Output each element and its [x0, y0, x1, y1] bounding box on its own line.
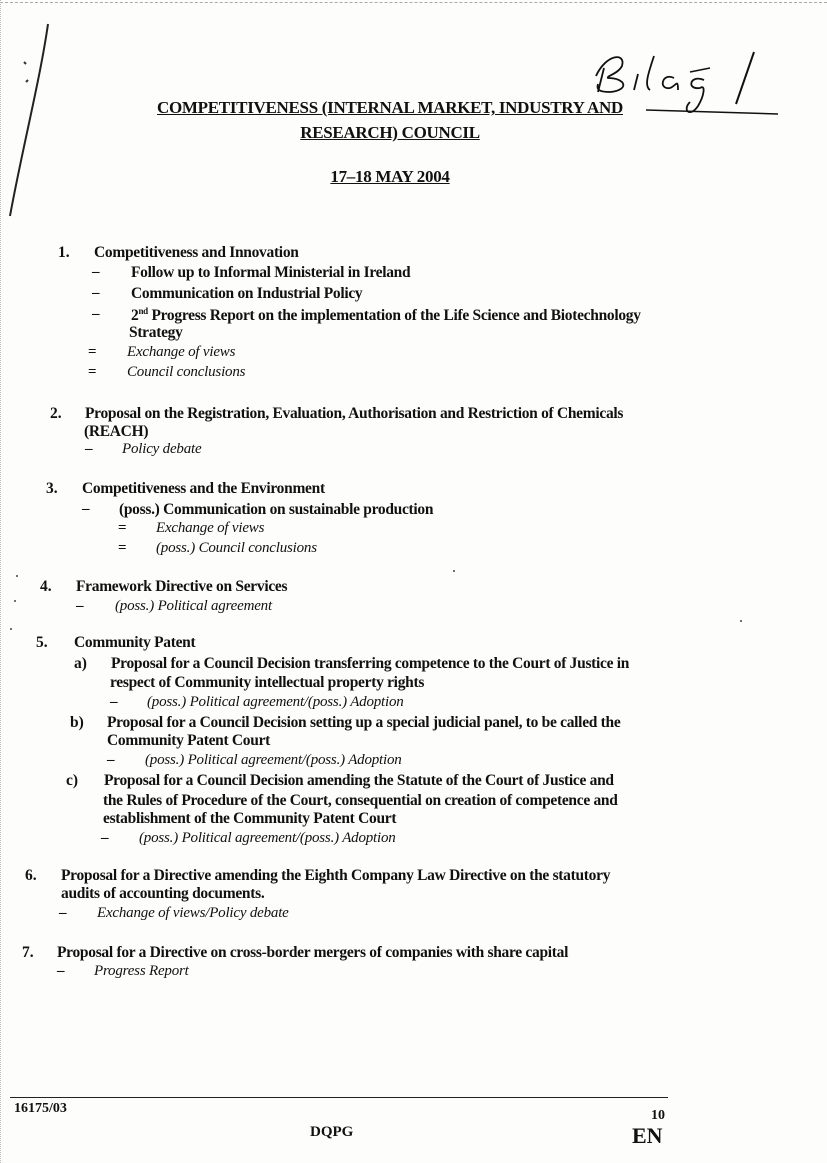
- title-line-2: RESEARCH) COUNCIL: [300, 123, 480, 142]
- equals-mark: =: [88, 364, 97, 380]
- dash-mark: –: [107, 752, 115, 768]
- item-5b-action: (poss.) Political agreement/(poss.) Adoption: [145, 752, 402, 768]
- item-5a-line-2: respect of Community intellectual property rights: [110, 674, 425, 691]
- meeting-date: 17–18 MAY 2004: [330, 167, 450, 186]
- item-7-action-1: Progress Report: [94, 963, 189, 979]
- item-3-sub-1: (poss.) Communication on sustainable production: [119, 501, 434, 518]
- item-5-number: 5.: [36, 634, 48, 651]
- scan-speck: [10, 628, 12, 630]
- item-5c-line-1: Proposal for a Council Decision amending the Statute of the Court of Justice and: [104, 772, 614, 789]
- dash-mark: –: [92, 285, 100, 301]
- item-1-title: Competitiveness and Innovation: [94, 244, 299, 261]
- item-7-title: Proposal for a Directive on cross-border mergers of companies with share capital: [57, 944, 569, 961]
- item-6-action-1: Exchange of views/Policy debate: [97, 905, 289, 921]
- item-2-title-line-1: Proposal on the Registration, Evaluation, Authorisation and Restriction of Chemicals: [85, 405, 624, 422]
- item-5-title: Community Patent: [74, 634, 196, 651]
- language-code: EN: [632, 1123, 663, 1148]
- equals-mark: =: [118, 520, 127, 536]
- margin-pen-stroke: [0, 20, 60, 220]
- item-1-action-1: Exchange of views: [127, 344, 236, 360]
- item-4-number: 4.: [40, 578, 52, 595]
- scan-speck: [453, 570, 455, 572]
- item-5a-label: a): [74, 655, 87, 672]
- item-1-sub-2: Communication on Industrial Policy: [131, 285, 363, 302]
- dash-mark: –: [59, 905, 67, 921]
- item-6-title-line-1: Proposal for a Directive amending the Eighth Company Law Directive on the statutory: [61, 867, 611, 884]
- item-1-sub-1: Follow up to Informal Ministerial in Ireland: [131, 264, 411, 281]
- dash-mark: –: [92, 264, 100, 280]
- item-5b-line-2: Community Patent Court: [107, 732, 271, 749]
- item-1-sub-3-line-2: Strategy: [129, 324, 183, 341]
- item-3-number: 3.: [46, 480, 58, 497]
- scan-speck: [16, 575, 18, 577]
- dash-mark: –: [82, 501, 90, 517]
- item-2-title-line-2: (REACH): [84, 423, 149, 440]
- footer-rule: [10, 1097, 668, 1098]
- dash-mark: –: [85, 441, 93, 457]
- item-3-title: Competitiveness and the Environment: [82, 480, 325, 497]
- item-3-action-1: Exchange of views: [156, 520, 265, 536]
- item-6-title-line-2: audits of accounting documents.: [61, 885, 265, 902]
- item-1-number: 1.: [58, 244, 70, 261]
- ordinal-suffix: nd: [138, 306, 148, 316]
- scan-speck: [740, 620, 742, 622]
- item-5b-label: b): [70, 714, 84, 731]
- item-2-number: 2.: [50, 405, 62, 422]
- department-code: DQPG: [310, 1124, 354, 1140]
- item-5a-line-1: Proposal for a Council Decision transferring competence to the Court of Justice in: [111, 655, 630, 672]
- item-5c-line-2: the Rules of Procedure of the Court, consequential on creation of competence and: [103, 792, 618, 809]
- dash-mark: –: [76, 598, 84, 614]
- dash-mark: –: [92, 306, 100, 322]
- item-2-action-1: Policy debate: [122, 441, 202, 457]
- item-1-sub-3-text: Progress Report on the implementation of the Life Science and Biotechnology: [147, 307, 641, 325]
- item-5b-line-1: Proposal for a Council Decision setting up a special judicial panel, to be called the: [107, 714, 621, 731]
- title-line-1: COMPETITIVENESS (INTERNAL MARKET, INDUSTRY AND: [157, 98, 623, 117]
- item-3-action-2: (poss.) Council conclusions: [156, 540, 317, 556]
- scan-top-edge: [0, 2, 827, 3]
- equals-mark: =: [88, 344, 97, 360]
- dash-mark: –: [110, 694, 118, 710]
- item-5c-line-3: establishment of the Community Patent Court: [103, 810, 397, 827]
- equals-mark: =: [118, 540, 127, 556]
- scan-speck: [14, 600, 16, 602]
- ordinal-number: 2: [131, 307, 139, 325]
- item-5c-label: c): [66, 772, 79, 789]
- item-4-title: Framework Directive on Services: [76, 578, 288, 595]
- item-6-number: 6.: [25, 867, 37, 884]
- item-7-number: 7.: [22, 944, 34, 961]
- item-1-sub-3: [131, 306, 641, 325]
- dash-mark: –: [101, 830, 109, 846]
- item-4-action-1: (poss.) Political agreement: [115, 598, 272, 614]
- item-5c-action: (poss.) Political agreement/(poss.) Adoption: [139, 830, 396, 846]
- item-5a-action: (poss.) Political agreement/(poss.) Adoption: [147, 694, 404, 710]
- item-1-action-2: Council conclusions: [127, 364, 246, 380]
- document-number: 16175/03: [14, 1101, 67, 1116]
- dash-mark: –: [57, 963, 65, 979]
- page-number: 10: [651, 1108, 665, 1123]
